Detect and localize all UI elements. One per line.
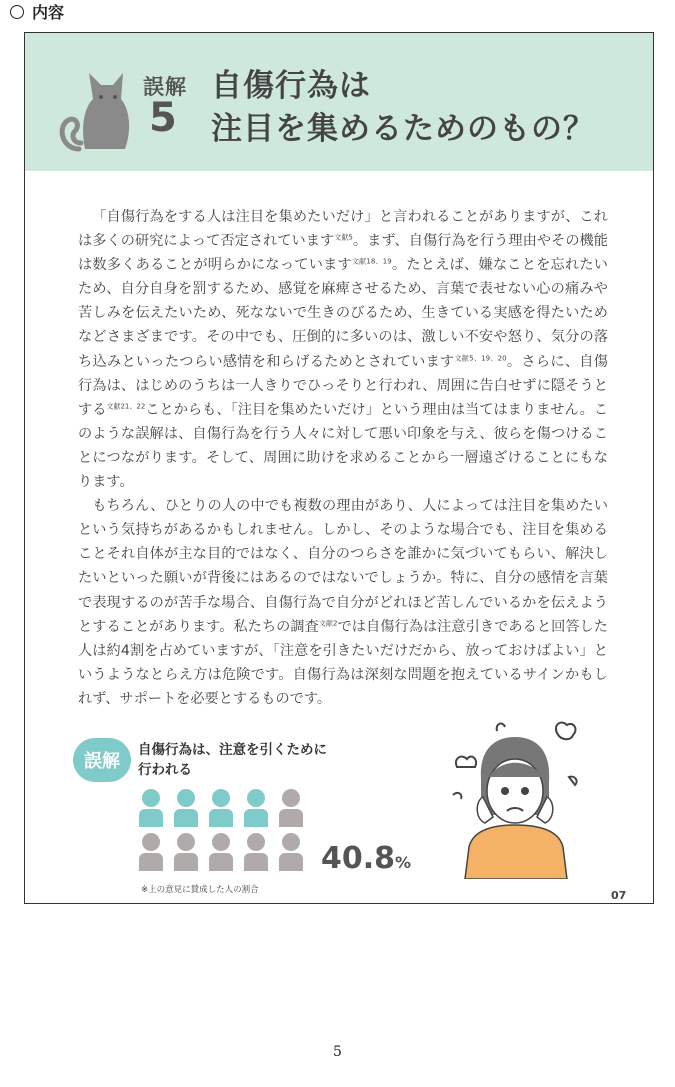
person-icon [139,833,163,871]
person-icon [244,789,268,827]
section-heading-text: 内容 [32,3,65,22]
stat-label: 自傷行為は、注意を引くために 行われる [138,742,327,778]
person-icon [279,789,303,827]
stat-note: ※上の意見に賛成した人の割合 [141,885,259,895]
page-number: 5 [333,1044,342,1060]
title-line-2: 注目を集めるためのもの？ [211,111,595,147]
reference-mark: 文献2 [318,618,338,627]
misconception-badge: 誤解 [73,738,131,782]
person-icon [244,833,268,871]
misconception-number: 5 [149,95,177,141]
distressed-person-illustration [451,719,581,879]
person-icon [174,833,198,871]
person-icon [209,789,233,827]
paragraph-1: 「自傷行為をする人は注目を集めたいだけ」と言われることがありますが、これは多くの研究によって否定されています$^{文献5}$。まず、自傷行為を行う理由やその機能は数多くあることが明らかになっています$^{文献18、19}$。たとえば、嫌なことを忘れたいため、自分自身を罰するため、感覚を麻痺させるため、言葉で表せない心の痛みや苦しみを伝えたいため、死なないで生きのびるため、生きている実感を得たいためなどさまざまです。その中でも、圧倒的に多いのは、激しい不安や怒り、気分の落ち込みといったつらい感情を和らげるためとされています$^{文献5、19、20}$。さらに、自傷行為は、はじめのうちは一人きりでひっそりと行われ、周囲に告白せずに隠そうとする$^{文献21、22}$ことからも、「注目を集めたいだけ」という理由は当てはまりません。このような誤解は、自傷行為を行う人々に対して悪い印象を与え、彼らを傷つけることにつながります。そして、周囲に助けを求めることから一層遠ざけることにもなります。 [78,209,608,491]
inner-page-number: 07 [611,889,627,902]
page-frame [24,32,654,904]
paragraph-2: もちろん、ひとりの人の中でも複数の理由があり、人によっては注目を集めたいという気持ちがあるかもしれません。しかし、そのような場合でも、注目を集めることそれ自体が主な目的ではなく、自分のつらさを誰かに気づいてもらい、解決したいといった願いが背後にはあるのではないでしょうか。特に、自分の感情を言葉で表現するのが苦手な場合、自傷行為で自分がどれほど苦しんでいるかを伝えようとすることがあります。私たちの調査$^{文献2}$では自傷行為は注意引きであると回答した人は約4割を占めていますが、「注意を引きたいだけだから、放っておけばよい」というようなとらえ方は危険です。自傷行為は深刻な問題を抱えているサインかもしれず、サポートを必要とするものです。 [78,498,608,707]
title-banner [25,33,653,171]
person-icon [174,789,198,827]
reference-mark: 文献5、19、20 [454,353,507,362]
misconception-label: 誤解 [143,75,187,99]
reference-mark: 文献18、19 [351,257,392,266]
stat-value: 40.8% [321,841,412,876]
circle-bullet-icon [10,5,24,19]
title-line-1: 自傷行為は [211,68,371,104]
body-text [78,205,608,711]
section-heading [10,0,64,23]
person-icon [279,833,303,871]
reference-mark: 文献21、22 [106,402,146,411]
person-icon [139,789,163,827]
person-icon [209,833,233,871]
page-title [211,65,595,151]
cat-icon [59,59,139,155]
reference-mark: 文献5 [334,233,353,242]
